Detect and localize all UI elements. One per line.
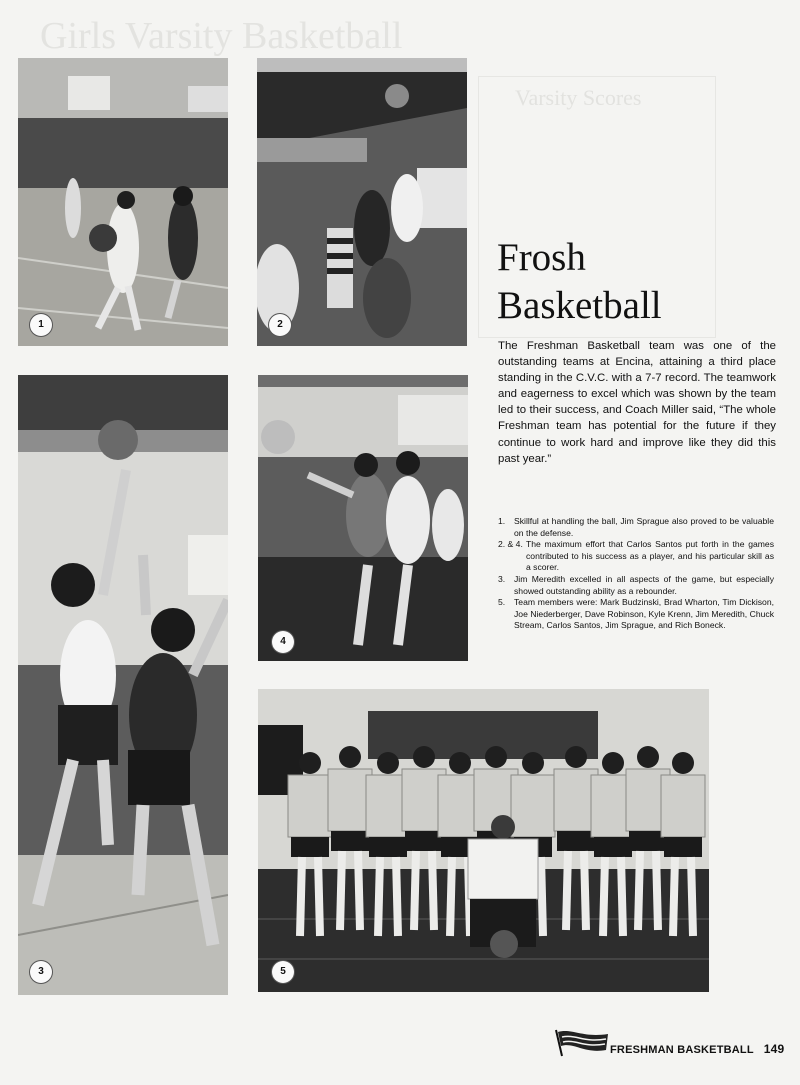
photo-number-badge: 2 bbox=[269, 314, 291, 336]
caption-item bbox=[498, 539, 774, 574]
caption-text: Skillful at handling the ball, Jim Sprague also proved to be valuable on the defense. bbox=[514, 516, 774, 538]
caption-text: The maximum effort that Carlos Santos put forth in the games contributed to his success as a player, and his particular skill as a scorer. bbox=[526, 539, 774, 573]
caption-item bbox=[498, 597, 774, 632]
photo-3 bbox=[18, 375, 228, 995]
caption-text: Jim Meredith excelled in all aspects of the game, but especially showed outstanding ability as a rebounder. bbox=[514, 573, 774, 596]
photo-5-team bbox=[258, 689, 709, 992]
caption-item bbox=[498, 574, 774, 597]
caption-marker: 2. & 4. bbox=[498, 539, 523, 550]
photo-number-badge: 1 bbox=[30, 314, 52, 336]
caption-marker: 3. bbox=[498, 573, 506, 584]
title-line-2: Basketball bbox=[497, 284, 662, 327]
title-line-1: Frosh bbox=[497, 236, 586, 279]
body-text: The Freshman Basketball team was one of the outstanding teams at Encina, attaining a third place standing in the C.V.C. with a 7-7 record. The teamwork and eagerness to excel which was shown by the team led to their success, and Coach Miller said, “The whole Freshman team has potential for the future if they continue to work hard and improve like they did this past year.” bbox=[498, 340, 776, 465]
caption-text: Team members were: Mark Budzinski, Brad Wharton, Tim Dickison, Joe Niederberger, Dave Robinson, Kyle Krenn, Jim Meredith, Chuck Stream, Carlos Santos, Jim Sprague, and Rich Boneck. bbox=[514, 597, 774, 631]
flag-icon bbox=[552, 1028, 610, 1058]
caption-marker: 5. bbox=[498, 597, 506, 608]
photo-number-badge: 4 bbox=[272, 631, 294, 653]
page-footer bbox=[610, 1042, 784, 1056]
photo-captions bbox=[498, 516, 774, 632]
photo-number-badge: 5 bbox=[272, 961, 294, 983]
photo-1 bbox=[18, 58, 228, 346]
footer-section-label: FRESHMAN BASKETBALL bbox=[610, 1044, 754, 1056]
photo-4 bbox=[258, 375, 468, 661]
page-title bbox=[497, 234, 662, 330]
caption-marker: 1. bbox=[498, 516, 506, 526]
background-box-title: Varsity Scores bbox=[515, 85, 642, 110]
photo-number-badge: 3 bbox=[30, 961, 52, 983]
caption-item bbox=[498, 516, 774, 539]
background-heading: Girls Varsity Basketball bbox=[40, 15, 403, 57]
page-number: 149 bbox=[763, 1042, 785, 1056]
photo-2 bbox=[257, 58, 467, 346]
